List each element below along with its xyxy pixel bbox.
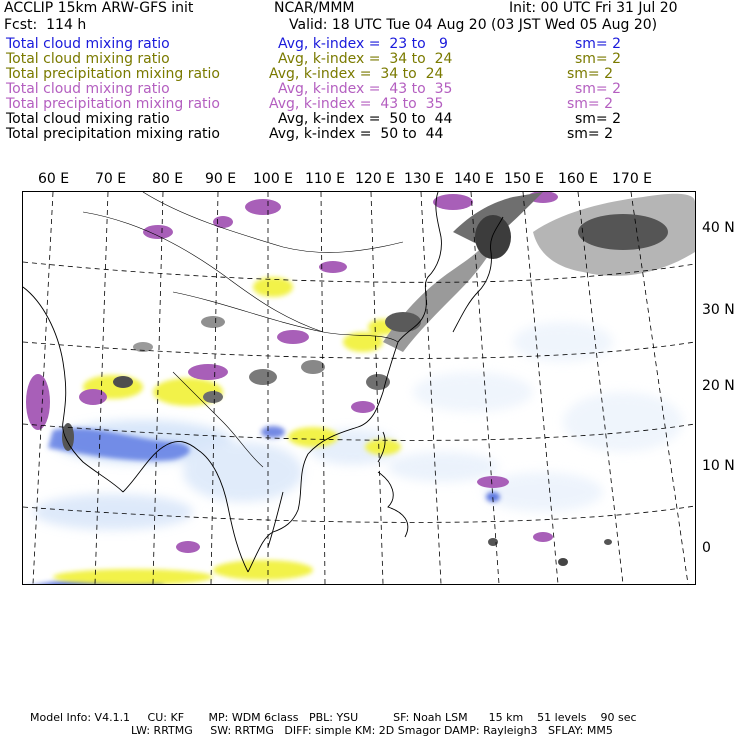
init-time: Init: 00 UTC Fri 31 Jul 20	[509, 0, 678, 16]
legend-avg: Avg, k-index = 34 to 24	[278, 51, 453, 67]
forecast-map	[22, 191, 696, 585]
legend-field: Total cloud mixing ratio	[6, 81, 170, 97]
legend-field: Total precipitation mixing ratio	[6, 96, 220, 112]
legend-smooth: sm= 2	[567, 96, 614, 112]
center-label: NCAR/MMM	[274, 0, 355, 16]
latitude-label: 30 N	[702, 302, 735, 318]
legend-avg: Avg, k-index = 23 to 9	[278, 36, 448, 52]
longitude-label: 170 E	[612, 171, 653, 187]
forecast-hour: Fcst: 114 h	[4, 17, 87, 33]
legend-smooth: sm= 2	[575, 36, 622, 52]
map-canvas	[23, 192, 695, 584]
legend-field: Total precipitation mixing ratio	[6, 66, 220, 82]
longitude-label: 100 E	[253, 171, 294, 187]
latitude-label: 20 N	[702, 378, 735, 394]
legend-avg: Avg, k-index = 34 to 24	[269, 66, 444, 82]
legend-avg: Avg, k-index = 43 to 35	[269, 96, 444, 112]
model-info-line2: LW: RRTMG SW: RRTMG DIFF: simple KM: 2D Smagor DAMP: Rayleigh3 SFLAY: MM5	[131, 724, 613, 737]
legend-avg: Avg, k-index = 43 to 35	[278, 81, 453, 97]
legend-avg: Avg, k-index = 50 to 44	[278, 111, 453, 127]
longitude-label: 140 E	[454, 171, 495, 187]
valid-time: Valid: 18 UTC Tue 04 Aug 20 (03 JST Wed 05 Aug 20)	[289, 17, 658, 33]
legend-field: Total cloud mixing ratio	[6, 111, 170, 127]
longitude-label: 120 E	[355, 171, 396, 187]
longitude-label: 150 E	[504, 171, 545, 187]
longitude-label: 110 E	[305, 171, 346, 187]
legend-field: Total precipitation mixing ratio	[6, 126, 220, 142]
latitude-label: 40 N	[702, 220, 735, 236]
product-title: ACCLIP 15km ARW-GFS init	[4, 0, 194, 16]
legend-field: Total cloud mixing ratio	[6, 36, 170, 52]
legend-smooth: sm= 2	[575, 81, 622, 97]
legend-smooth: sm= 2	[575, 51, 622, 67]
longitude-label: 130 E	[404, 171, 445, 187]
legend-field: Total cloud mixing ratio	[6, 51, 170, 67]
longitude-label: 60 E	[38, 171, 70, 187]
model-info-line1: Model Info: V4.1.1 CU: KF MP: WDM 6class PBL: YSU SF: Noah LSM 15 km 51 levels 90 sec	[30, 711, 637, 724]
longitude-label: 90 E	[205, 171, 237, 187]
longitude-label: 160 E	[558, 171, 599, 187]
longitude-label: 80 E	[152, 171, 184, 187]
legend-smooth: sm= 2	[567, 126, 614, 142]
latitude-label: 10 N	[702, 458, 735, 474]
legend-avg: Avg, k-index = 50 to 44	[269, 126, 444, 142]
legend-smooth: sm= 2	[567, 66, 614, 82]
longitude-label: 70 E	[95, 171, 127, 187]
legend-smooth: sm= 2	[575, 111, 622, 127]
latitude-label: 0	[702, 540, 711, 556]
